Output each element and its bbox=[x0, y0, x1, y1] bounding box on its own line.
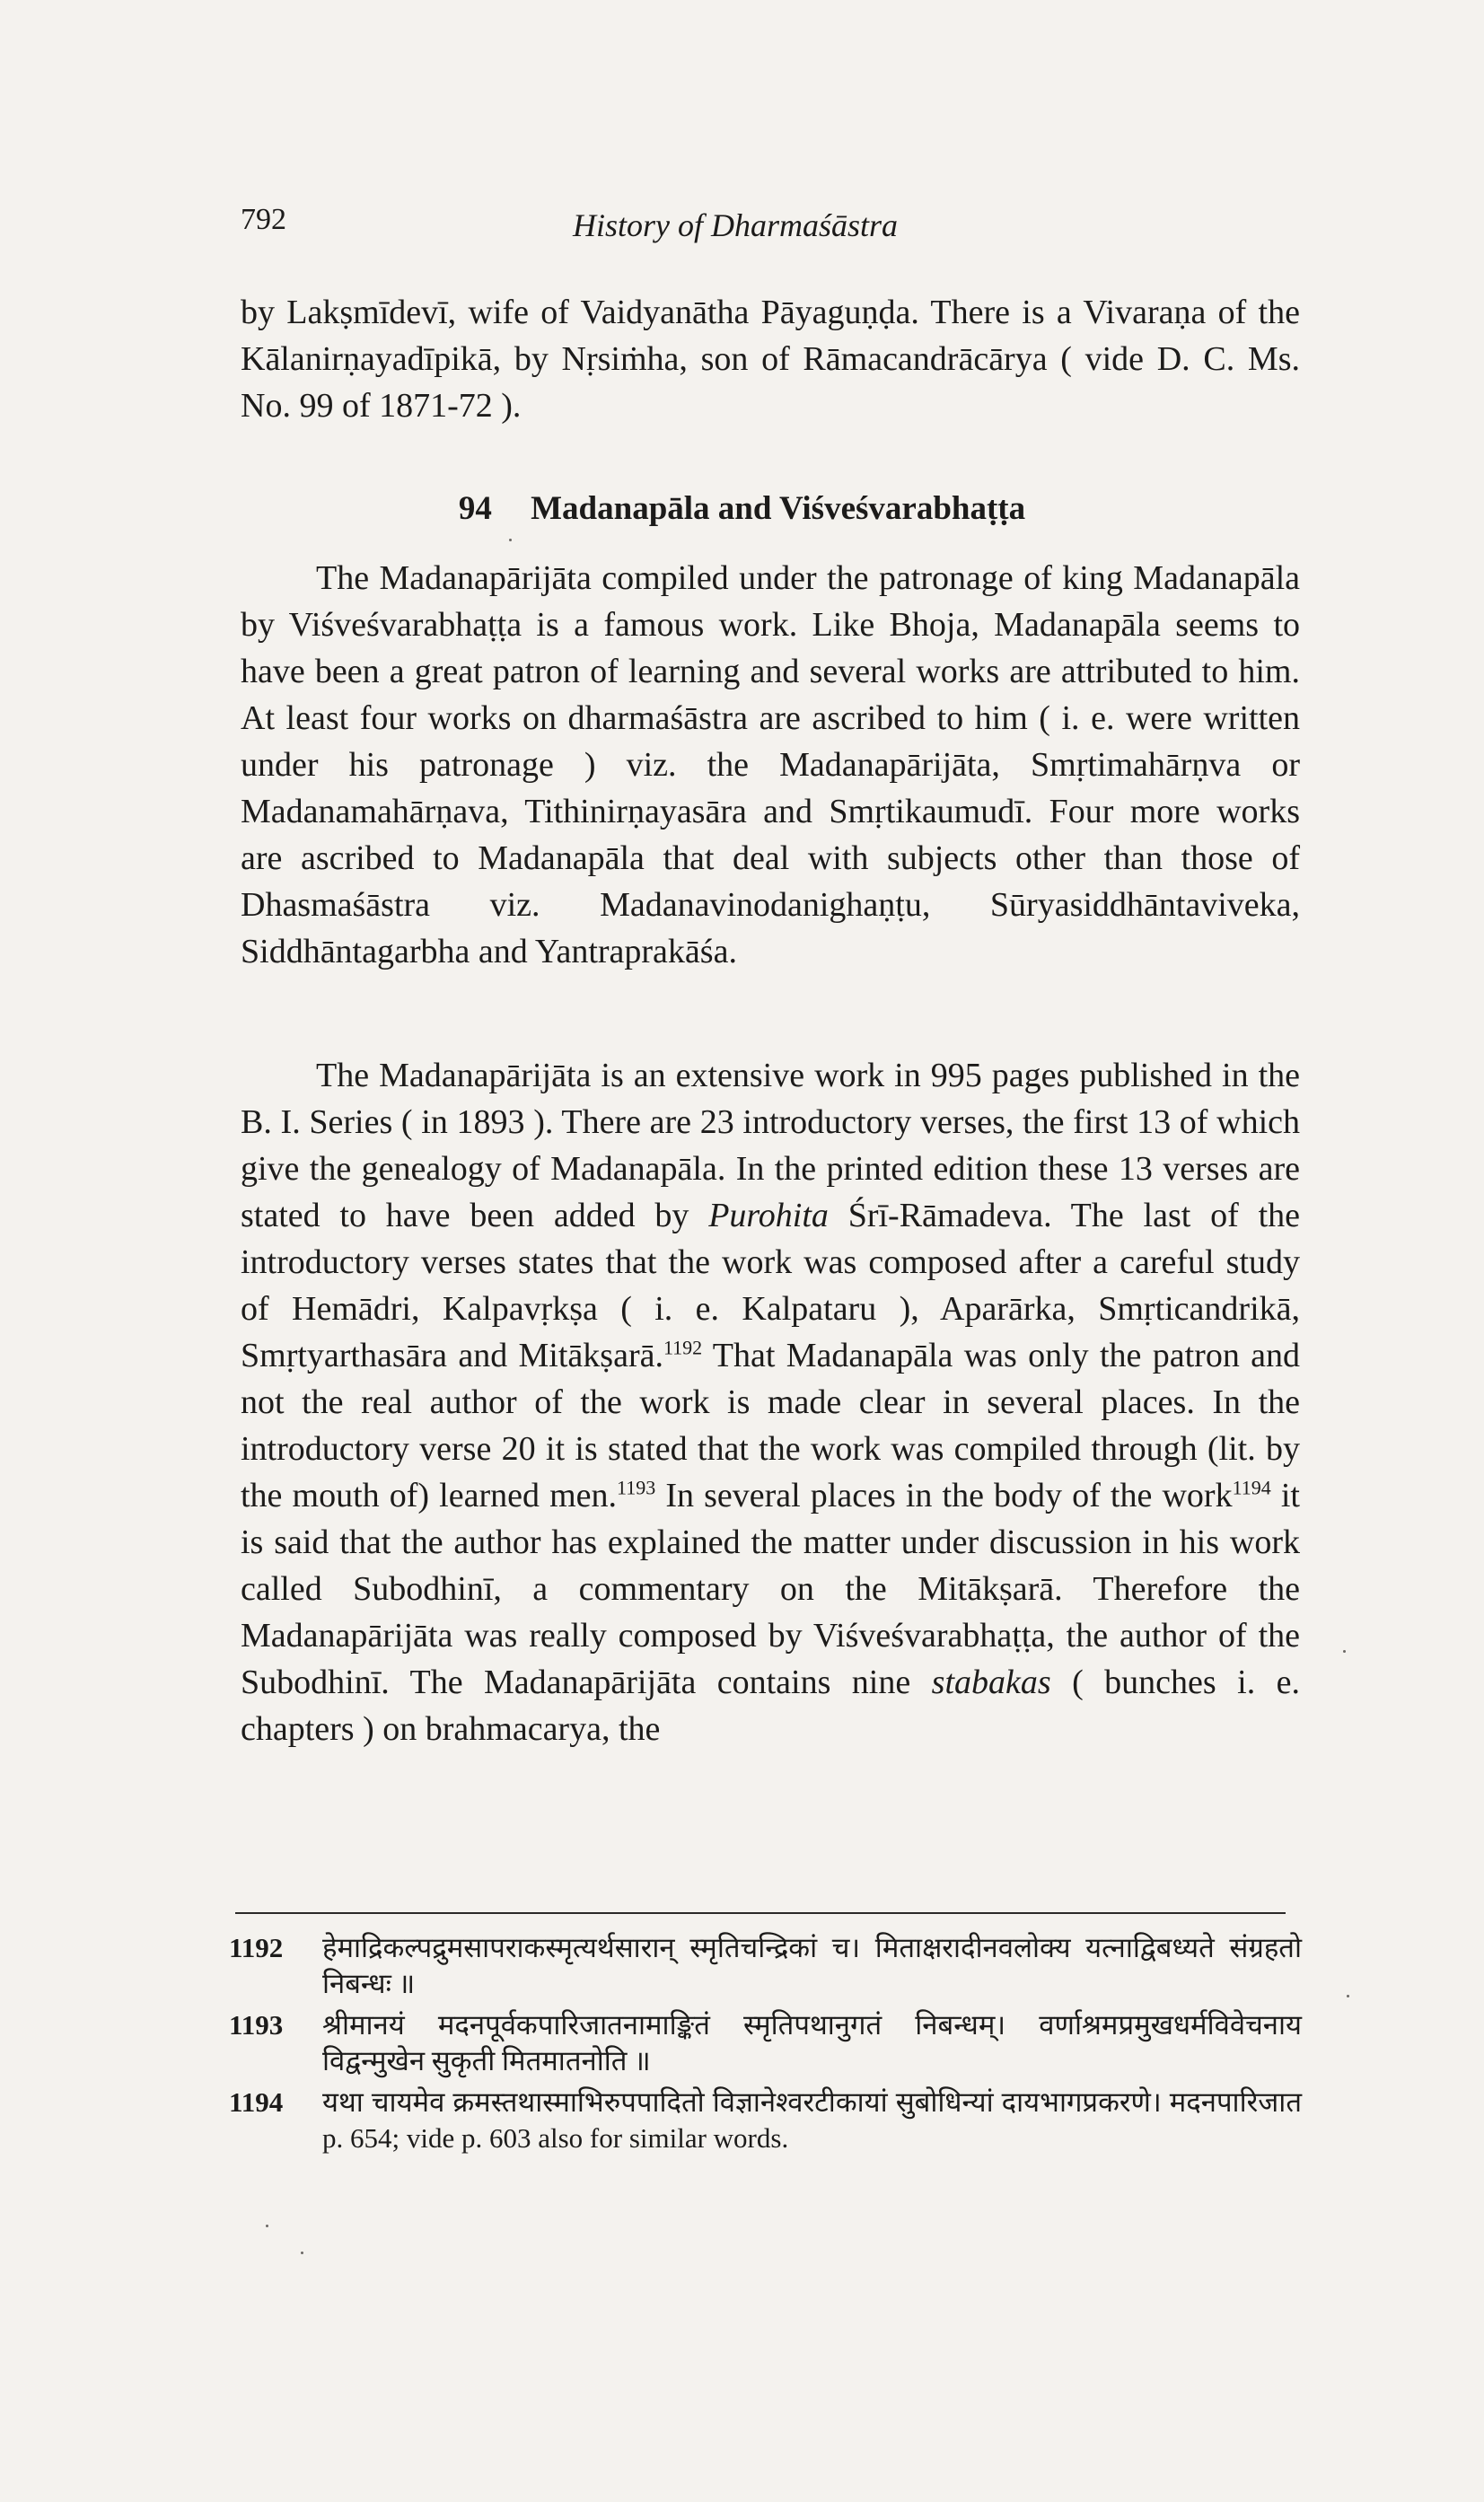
footnote-number: 1194 bbox=[229, 2086, 284, 2118]
footnote-ref-1194[interactable]: 1194 bbox=[1232, 1476, 1271, 1499]
footnote bbox=[229, 1930, 1302, 2002]
running-title: History of Dharmaśāstra bbox=[573, 207, 899, 243]
footnote bbox=[229, 2085, 1302, 2156]
footnote-number: 1193 bbox=[229, 2009, 284, 2041]
section-number: 94 bbox=[458, 490, 492, 527]
paragraph-1: The Madanapārijāta compiled under the patronage of king Madanapāla by Viśveśvarabhaṭṭa is a famous work. Like Bhoja, Madanapāla seems to have been a great patron of learning and several works are attributed to him. At least four works on dharmaśāstra are ascribed to him ( i. e. were written under his patronage ) viz. the Madanapārijāta, Smṛtimahārṇva or Madanamahārṇava, Tithinirṇayasāra and Smṛtikaumudī. Four more works are ascribed to Madanapāla that deal with subjects other than those of Dhasmaśāstra viz. Madanavinodanighaṇṭu, Sūryasiddhāntaviveka, Siddhāntagarbha and Yantraprakāśa. bbox=[241, 559, 1300, 970]
paragraph-2-text: The Madanapārijāta is an extensive work in 995 pages published in the B. I. Series ( in 1893 ). There are 23 introductory verses, the first 13 of which give the genealogy of Madanapāla. In the printed edition these 13 verses are stated to have been added by bbox=[241, 1057, 1300, 1234]
continuation-paragraph: by Lakṣmīdevī, wife of Vaidyanātha Pāyaguṇḍa. There is a Vivaraṇa of the Kālanirṇayadīpikā, by Nṛsiṁha, son of Rāmacandrācārya ( vide D. C. Ms. No. 99 of 1871-72 ). bbox=[241, 294, 1300, 425]
italic-term-stabakas: stabakas bbox=[931, 1664, 1051, 1701]
footnote-divider bbox=[235, 1912, 1286, 1914]
section-heading bbox=[0, 489, 1484, 528]
scan-speck bbox=[301, 2252, 303, 2254]
footnote bbox=[229, 2007, 1302, 2079]
footnote-text: यथा चायमेव क्रमस्तथास्माभिरुपपादितो विज्ञानेश्वरटीकायां सुबोधिन्यां दायभागप्रकरणे। मदनपारिजात p. 654; vide p. 603 also for similar words. bbox=[322, 2086, 1302, 2154]
scan-speck bbox=[1343, 1650, 1346, 1653]
paragraph-2-text: ( bunches i. e. chapters ) on brahmacarya, the bbox=[241, 1664, 1300, 1748]
paragraph-2-text: it is said that the author has explained the matter under discussion in his work called Subodhinī, a commentary on the Mitākṣarā. Therefore the Madanapārijāta was really composed by Viśveśvarabhaṭṭa, the author of the Subodhinī. The Madanapārijāta contains nine bbox=[241, 1477, 1300, 1701]
footnote-ref-1193[interactable]: 1193 bbox=[617, 1476, 656, 1499]
section-title: Madanapāla and Viśveśvarabhaṭṭa bbox=[531, 490, 1026, 527]
paragraph-2 bbox=[241, 1052, 1300, 1752]
footnote-text: श्रीमानयं मदनपूर्वकपारिजातनामाङ्कितं स्मृतिपथानुगतं निबन्धम्। वर्णाश्रमप्रमुखधर्मविवेचनाय विद्वन्मुखेन सुकृती मितमातनोति ॥ bbox=[322, 2009, 1302, 2076]
page-number: 792 bbox=[241, 203, 286, 236]
paragraph-2-text: In several places in the body of the work bbox=[655, 1477, 1233, 1514]
scan-speck bbox=[266, 2225, 268, 2227]
page-header bbox=[241, 203, 1304, 257]
scan-speck bbox=[509, 539, 512, 541]
footnote-ref-1192[interactable]: 1192 bbox=[663, 1336, 703, 1359]
paragraph-2-text: Śrī-Rāmadeva. The last of the introductory verses states that the work was composed after a careful study of Hemādri, Kalpavṛkṣa ( i. e. Kalpataru ), Aparārka, Smṛticandrikā, Smṛtyarthasāra and Mitākṣarā. bbox=[241, 1197, 1301, 1374]
paragraph-2-text: That Madanapāla was only the patron and not the real author of the work is made clear in several places. In the introductory verse 20 it is stated that the work was compiled through (lit. by the mouth of) learned men. bbox=[241, 1337, 1300, 1514]
footnote-number: 1192 bbox=[229, 1932, 284, 1963]
italic-term-purohita: Purohita bbox=[708, 1197, 829, 1234]
footnotes bbox=[229, 1930, 1302, 2162]
scan-speck bbox=[1347, 1995, 1349, 1997]
footnote-text: हेमाद्रिकल्पद्रुमसापराकस्मृत्यर्थसारान् स्मृतिचन्द्रिकां च। मिताक्षरादीनवलोक्य यत्नाद्विबध्यते संग्रहतो निबन्धः ॥ bbox=[322, 1932, 1302, 1999]
